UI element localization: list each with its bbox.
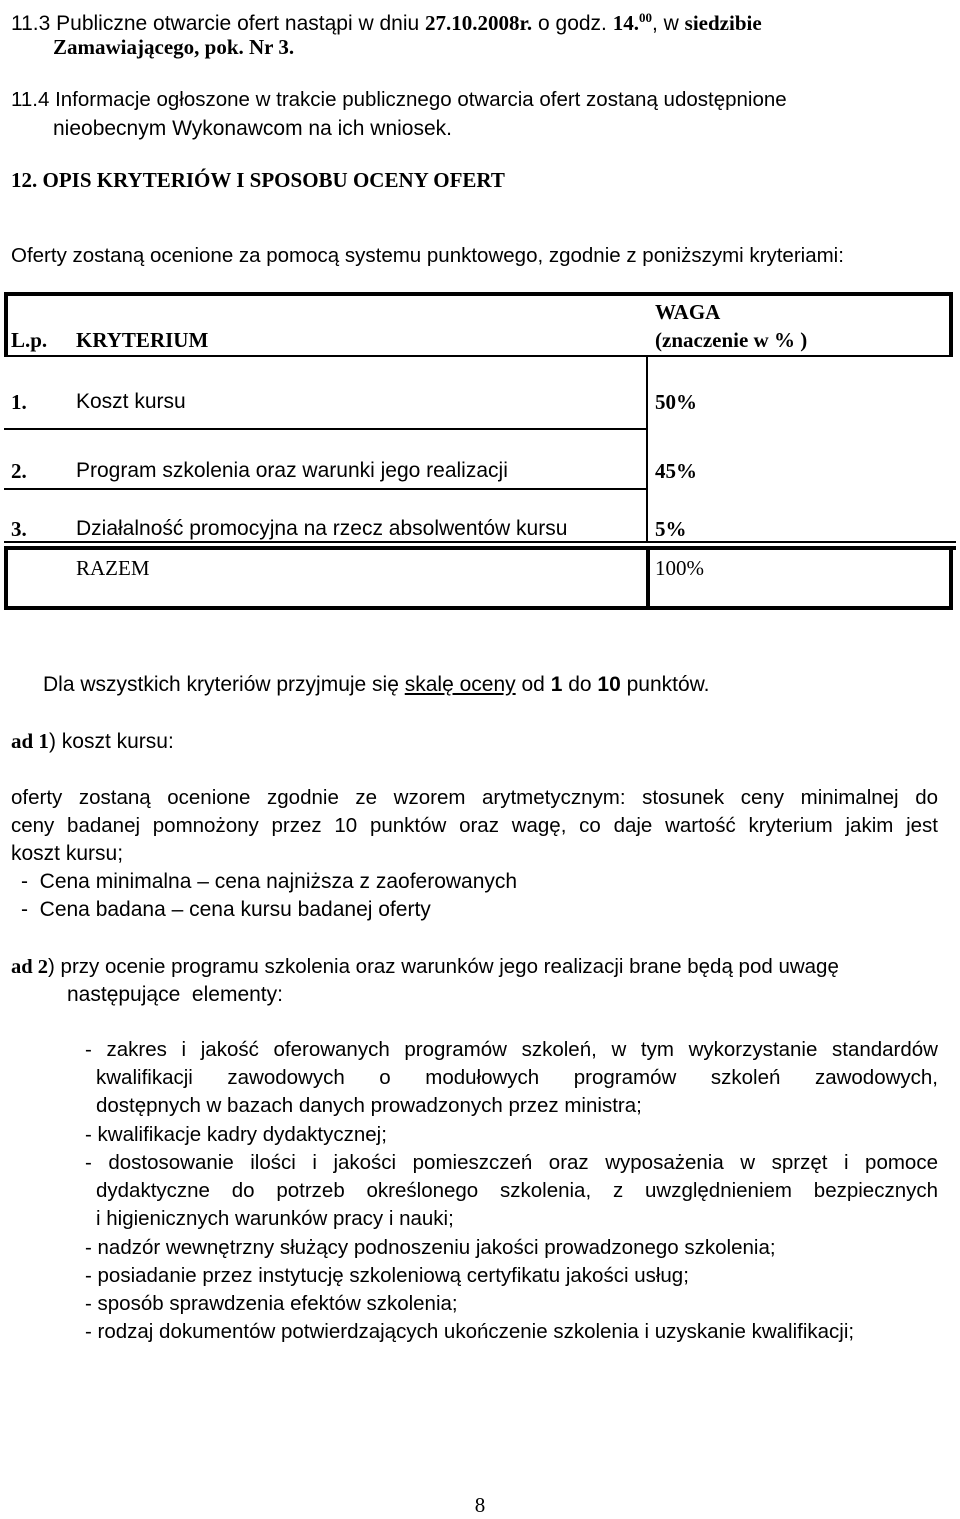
ad2-item-3: - dostosowanie ilości i jakości pomieszczeń oraz wyposażenia w sprzęt i pomoce xyxy=(85,1151,938,1174)
scale-min: 1 xyxy=(550,673,563,696)
header-waga: WAGA xyxy=(655,300,721,324)
row-3-weight: 5% xyxy=(655,517,687,541)
opening-minutes: 00 xyxy=(638,10,652,25)
ad2-item-3-cont-2: i higienicznych warunków pracy i nauki; xyxy=(96,1207,454,1230)
section-12-intro: Oferty zostaną ocenione za pomocą systemu punktowego, zgodnie z poniższymi kryteriami: xyxy=(11,244,844,267)
ad1-line-2: ceny badanej pomnożony przez 10 punktów oraz wagę, co daje wartość kryterium jakim jest xyxy=(11,814,938,837)
ad1-label: ad 1 xyxy=(11,729,49,753)
text: Dla wszystkich kryteriów przyjmuje się xyxy=(43,673,405,696)
scale-sentence xyxy=(43,671,710,699)
ad2-item-6: - sposób sprawdzenia efektów szkolenia; xyxy=(85,1292,458,1315)
text: o godz. xyxy=(532,12,613,35)
ad1-line-1: oferty zostaną ocenione zgodnie ze wzorem arytmetycznym: stosunek ceny minimalnej do xyxy=(11,786,938,809)
ad2-item-1: - zakres i jakość oferowanych programów szkoleń, w tym wykorzystanie standardów xyxy=(85,1038,938,1061)
paragraph-11-3-line2: Zamawiającego, pok. Nr 3. xyxy=(53,35,295,59)
ad1-bullet-2: - Cena badana – cena kursu badanej oferty xyxy=(21,898,431,921)
ad2-item-2: - kwalifikacje kadry dydaktycznej; xyxy=(85,1123,387,1146)
total-value: 100% xyxy=(655,556,704,580)
paragraph-11-4-line1: 11.4 Informacje ogłoszone w trakcie publicznego otwarcia ofert zostaną udostępnione xyxy=(11,88,787,111)
ad2-item-3-cont-1: dydaktyczne do potrzeb określonego szkolenia, z uwzględnieniem bezpiecznych xyxy=(96,1179,938,1202)
ad1-bullet-1: - Cena minimalna – cena najniższa z zaoferowanych xyxy=(21,870,518,893)
row-1-lp: 1. xyxy=(11,390,27,414)
section-12-heading: 12. OPIS KRYTERIÓW I SPOSOBU OCENY OFERT xyxy=(11,168,505,192)
ad1-heading xyxy=(11,727,174,756)
row-1-name: Koszt kursu xyxy=(76,390,186,413)
place-text: siedzibie xyxy=(684,11,762,35)
ad2-label: ad 2 xyxy=(11,956,49,978)
ad2-item-5: - posiadanie przez instytucję szkoleniową certyfikatu jakości usług; xyxy=(85,1264,689,1287)
ad2-item-4: - nadzór wewnętrzny służący podnoszeniu jakości prowadzonego szkolenia; xyxy=(85,1236,776,1259)
text: do xyxy=(562,673,598,696)
row-3-lp: 3. xyxy=(11,517,27,541)
text: ) koszt kursu: xyxy=(48,730,174,753)
text: , w xyxy=(651,12,685,35)
row-2-name: Program szkolenia oraz warunki jego realizacji xyxy=(76,459,508,482)
row-2-weight: 45% xyxy=(655,459,697,483)
ad2-item-1-cont-1: kwalifikacji zawodowych o modułowych programów szkoleń zawodowych, xyxy=(96,1066,938,1089)
scale-max: 10 xyxy=(597,673,621,696)
scale-term: skalę oceny xyxy=(404,673,516,696)
opening-hour: 14. xyxy=(612,11,639,35)
text: od xyxy=(515,673,551,696)
text: 11.3 Publiczne otwarcie ofert nastąpi w dniu xyxy=(11,12,426,35)
opening-date: 27.10.2008r. xyxy=(425,11,533,35)
row-2-lp: 2. xyxy=(11,459,27,483)
row-1-weight: 50% xyxy=(655,390,697,414)
header-waga-sub: (znaczenie w % ) xyxy=(655,328,808,352)
text: punktów. xyxy=(620,673,710,696)
paragraph-11-4-line2: nieobecnym Wykonawcom na ich wniosek. xyxy=(53,117,452,140)
page-number: 8 xyxy=(474,1493,486,1517)
total-label: RAZEM xyxy=(76,556,150,580)
ad1-line-3: koszt kursu; xyxy=(11,842,124,865)
ad2-item-1-cont-2: dostępnych w bazach danych prowadzonych przez ministra; xyxy=(96,1094,642,1117)
header-kryterium: KRYTERIUM xyxy=(76,328,209,352)
header-lp: L.p. xyxy=(11,328,48,352)
text: ) przy ocenie programu szkolenia oraz warunków jego realizacji brane będą pod uwagę xyxy=(48,955,839,978)
row-3-name: Działalność promocyjna na rzecz absolwentów kursu xyxy=(76,517,568,540)
ad2-item-7: - rodzaj dokumentów potwierdzających ukończenie szkolenia i uzyskanie kwalifikacji; xyxy=(85,1320,855,1343)
ad2-line-2: następujące elementy: xyxy=(67,983,283,1006)
ad2-line-1 xyxy=(11,953,839,981)
